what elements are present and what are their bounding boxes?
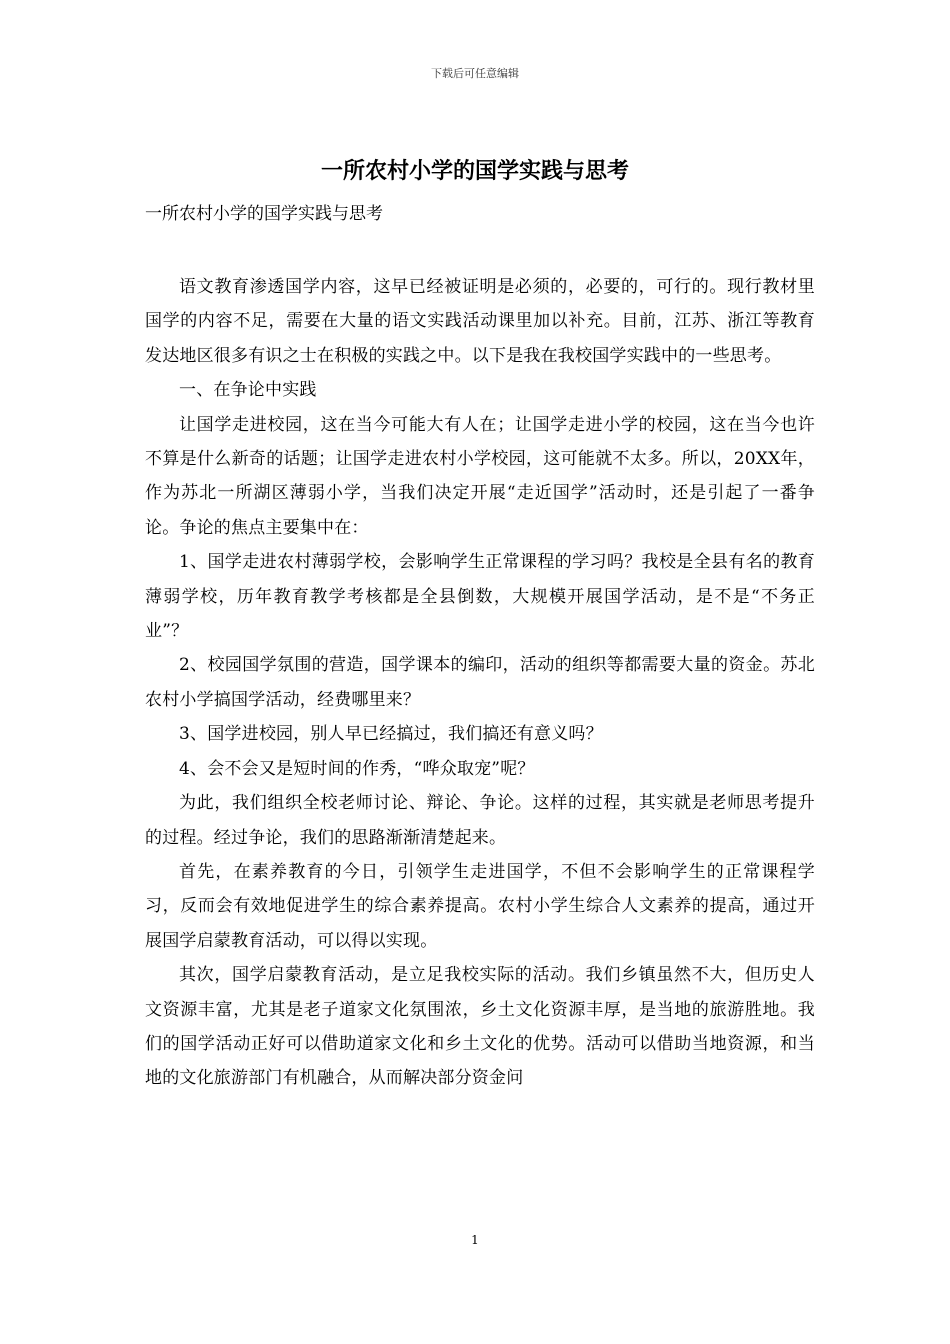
document-title: 一所农村小学的国学实践与思考 [320, 158, 629, 184]
section-heading: 一、在争论中实践 [179, 380, 317, 401]
paragraph: 3、国学进校园，别人早已经搞过，我们搞还有意义吗？ [179, 724, 603, 745]
paragraph: 首先，在素养教育的今日，引领学生走进国学，不但不会影响学生的正常课程学习，反而会有效地促进学生的综合素养提高。农村小学生综合人文素养的提高，通过开展国学启蒙教育活动，可以得以实现。 [145, 861, 815, 951]
page-number: 1 [471, 1233, 479, 1247]
paragraph: 1、国学走进农村薄弱学校，会影响学生正常课程的学习吗？我校是全县有名的教育薄弱学校，历年教育教学考核都是全县倒数，大规模开展国学活动，是不是“不务正业”？ [145, 552, 815, 642]
header-note: 下载后可任意编辑 [431, 67, 519, 80]
paragraph: 2、校园国学氛围的营造，国学课本的编印，活动的组织等都需要大量的资金。苏北农村小学搞国学活动，经费哪里来？ [145, 655, 815, 710]
paragraph: 为此，我们组织全校老师讨论、辩论、争论。这样的过程，其实就是老师思考提升的过程。经过争论，我们的思路渐渐清楚起来。 [145, 793, 815, 848]
paragraph: 其次，国学启蒙教育活动，是立足我校实际的活动。我们乡镇虽然不大，但历史人文资源丰富，尤其是老子道家文化氛围浓，乡土文化资源丰厚，是当地的旅游胜地。我们的国学活动正好可以借助道家文化和乡土文化的优势。活动可以借助当地资源，和当地的文化旅游部门有机融合，从而解决部分资金问 [145, 965, 815, 1089]
paragraph: 语文教育渗透国学内容，这早已经被证明是必须的，必要的，可行的。现行教材里国学的内容不足，需要在大量的语文实践活动课里加以补充。目前，江苏、浙江等教育发达地区很多有识之士在积极的实践之中。以下是我在我校国学实践中的一些思考。 [145, 277, 815, 366]
document-subtitle: 一所农村小学的国学实践与思考 [145, 204, 383, 224]
document-body [145, 270, 815, 1096]
paragraph: 4、会不会又是短时间的作秀，“哗众取宠”呢？ [179, 758, 535, 779]
paragraph: 让国学走进校园，这在当今可能大有人在；让国学走进小学的校园，这在当今也许不算是什么新奇的话题；让国学走进农村小学校园，这可能就不太多。所以，20XX年，作为苏北一所湖区薄弱小学，当我们决定开展“走近国学”活动时，还是引起了一番争论。争论的焦点主要集中在： [145, 414, 815, 538]
